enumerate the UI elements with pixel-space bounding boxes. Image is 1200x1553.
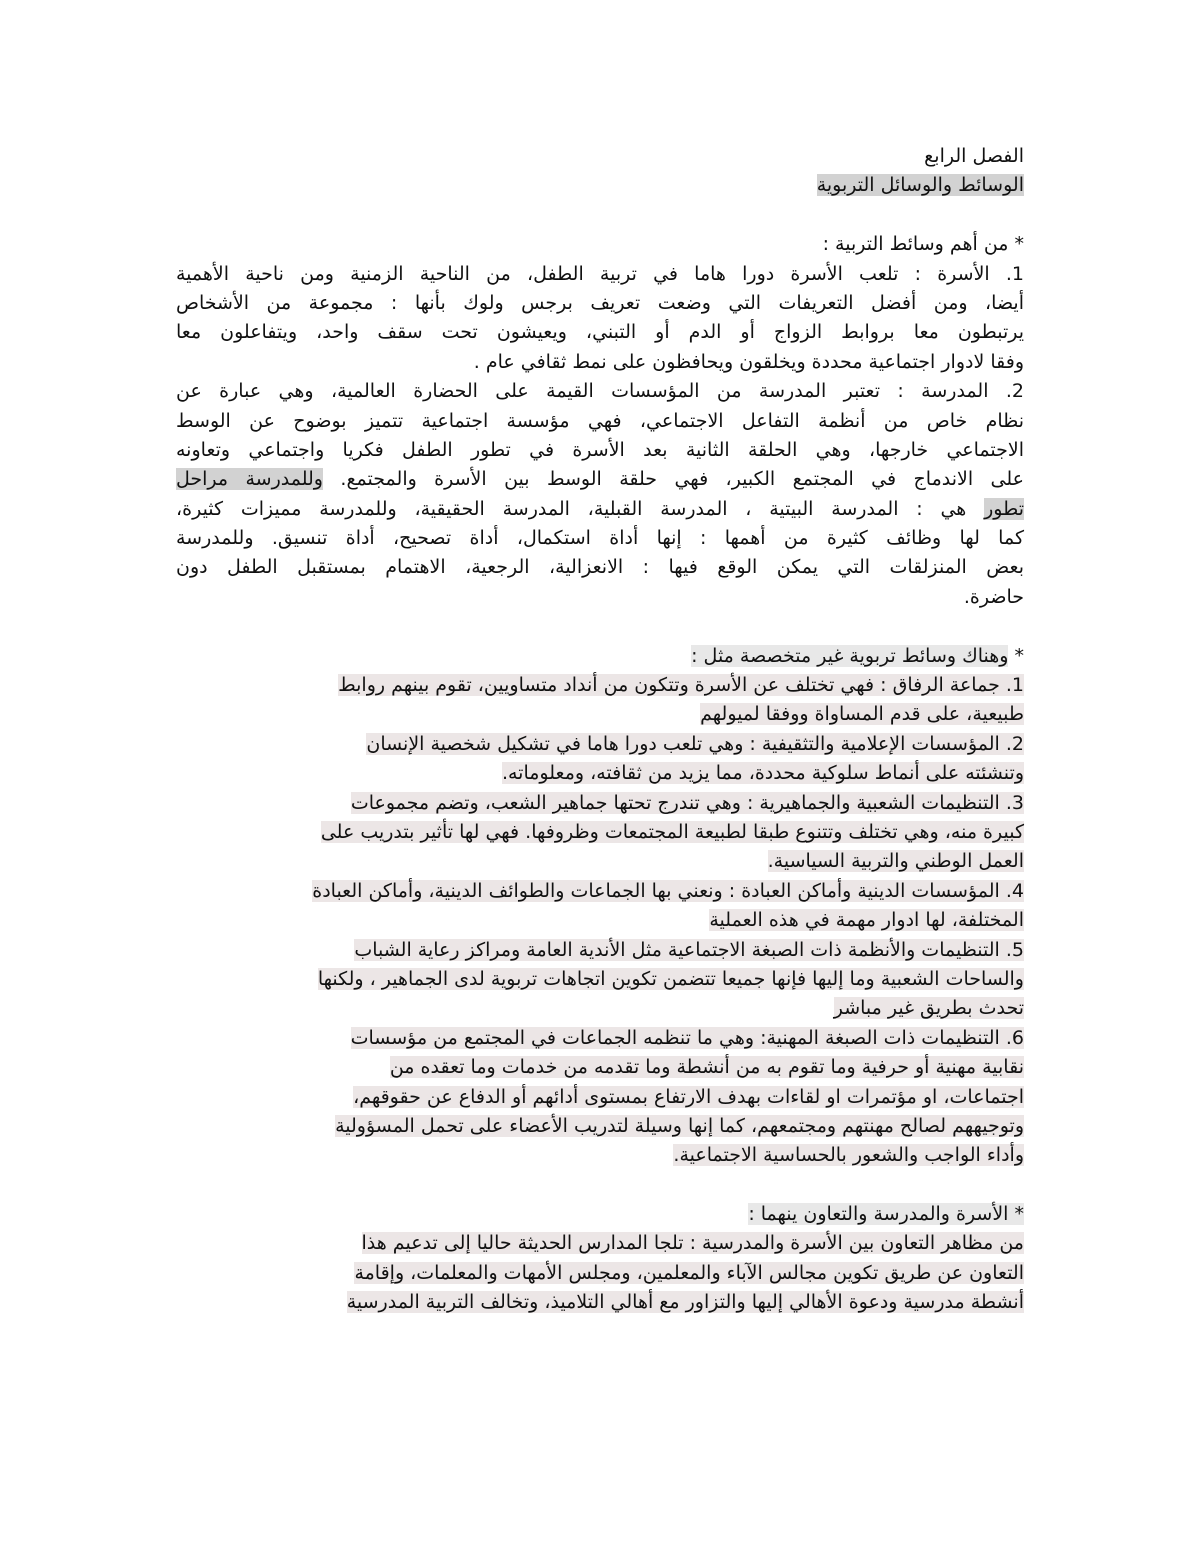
list-item-line: 6. التنظيمات ذات الصبغة المهنية: وهي ما تنظمه الجماعات في المجتمع من مؤسسات (350, 1026, 1024, 1049)
list-item-line: المختلفة، لها ادوار مهمة في هذه العملية (709, 909, 1024, 932)
school-paragraph-line: حاضرة. (963, 585, 1024, 608)
school-stages-highlight: وللمدرسة مراحل (176, 468, 323, 491)
school-paragraph-line: بعض المنزلقات التي يمكن الوقع فيها : الانعزالية، الرجعية، الاهتمام بمستقبل الطفل دون (176, 556, 1024, 579)
school-paragraph-line: الاجتماعي خارجها، وهي الحلقة الثانية بعد الأسرة في تطور الطفل فكريا واجتماعي وتعاونه (176, 438, 1024, 461)
list-item-line: 1. جماعة الرفاق : فهي تختلف عن الأسرة وتتكون من أنداد متساويين، تقوم بينهم روابط (338, 674, 1024, 697)
list-item-line: نقابية مهنية أو حرفية وما تقوم به من أنشطة وما تقدمه من خدمات وما تعقده من (389, 1056, 1024, 1079)
cooperation-paragraph-line: من مظاهر التعاون بين الأسرة والمدرسية : تلجا المدارس الحديثة حاليا إلى تدعيم هذا (361, 1232, 1024, 1255)
list-item-line: كبيرة منه، وهي تختلف وتتنوع طبقا لطبيعة المجتمعات وظروفها. فهي لها تأثير بتدريب على (320, 820, 1024, 843)
chapter-number: الفصل الرابع (924, 145, 1024, 167)
family-paragraph-line: 1. الأسرة : تلعب الأسرة دورا هاما في تربية الطفل، من الناحية الزمنية ومن ناحية الأهمية (176, 262, 1024, 285)
list-item-line: العمل الوطني والتربية السياسية. (767, 850, 1024, 873)
school-paragraph-line: على الاندماج في المجتمع الكبير، فهي حلقة الوسط بين الأسرة والمجتمع. وللمدرسة مراحل (176, 468, 1024, 491)
list-item-line: 3. التنظيمات الشعبية والجماهيرية : وهي تندرج تحتها جماهير الشعب، وتضم مجموعات (350, 791, 1024, 814)
list-item-line: وتوجيههم لصالح مهنتهم ومجتمعهم، كما إنها وسيلة لتدريب الأعضاء على تحمل المسؤولية (335, 1114, 1024, 1137)
list-item-line: وأداء الواجب والشعور بالحساسية الاجتماعية. (673, 1144, 1024, 1167)
family-paragraph-line: وفقا لادوار اجتماعية محددة ويخلقون ويحافظون على نمط ثقافي عام . (473, 350, 1024, 373)
document-body (176, 142, 1024, 1318)
list-item-line: طبيعية، على قدم المساواة ووفقا لميولهم (700, 703, 1024, 726)
section1-heading: * من أهم وسائط التربية : (822, 233, 1024, 256)
school-paragraph-line: كما لها وظائف كثيرة من أهمها : إنها أداة استكمال، أداة تصحيح، أداة تنسيق. وللمدرسة (176, 527, 1024, 550)
blank-line (176, 612, 1024, 641)
school-paragraph-line: 2. المدرسة : تعتبر المدرسة من المؤسسات القيمة على الحضارة العالمية، وهي عبارة عن (176, 380, 1024, 403)
school-stages-highlight: تطور (984, 497, 1024, 520)
section2-heading: * وهناك وسائط تربوية غير متخصصة مثل : (691, 644, 1024, 667)
chapter-title: الوسائط والوسائل التربوية (816, 174, 1024, 197)
list-item-line: 4. المؤسسات الدينية وأماكن العبادة : ونعني بها الجماعات والطوائف الدينية، وأماكن العبادة (312, 879, 1024, 902)
list-item-line: والساحات الشعبية وما إليها فإنها جميعا تتضمن تكوين اتجاهات تربوية لدى الجماهير ، ولكنها (317, 967, 1024, 990)
section3-heading: * الأسرة والمدرسة والتعاون ينهما : (748, 1203, 1024, 1226)
family-paragraph-line: يرتبطون معا بروابط الزواج أو الدم أو التبني، ويعيشون تحت سقف واحد، ويتفاعلون معا (176, 321, 1024, 344)
family-paragraph-line: أيضا، ومن أفضل التعريفات التي وضعت تعريف برجس ولوك بأنها : مجموعة من الأشخاص (176, 291, 1024, 314)
list-item-line: 2. المؤسسات الإعلامية والتثقيفية : وهي تلعب دورا هاما في تشكيل شخصية الإنسان (366, 732, 1024, 755)
school-paragraph-line: نظام خاص من أنظمة التفاعل الاجتماعي، فهي مؤسسة اجتماعية تتميز بوضوح عن الوسط (176, 409, 1024, 432)
list-item-line: اجتماعات، او مؤتمرات او لقاءات بهدف الارتفاع بمستوى أدائهم أو الدفاع عن حقوقهم، (353, 1085, 1024, 1108)
cooperation-paragraph-line: التعاون عن طريق تكوين مجالس الآباء والمعلمين، ومجلس الأمهات والمعلمات، وإقامة (354, 1261, 1024, 1284)
blank-line (176, 1171, 1024, 1200)
list-item-line: 5. التنظيمات والأنظمة ذات الصبغة الاجتماعية مثل الأندية العامة ومراكز رعاية الشباب (354, 938, 1024, 961)
list-item-line: وتنشئته على أنماط سلوكية محددة، مما يزيد من ثقافته، ومعلوماته. (501, 762, 1024, 785)
blank-line (176, 201, 1024, 230)
cooperation-paragraph-line: أنشطة مدرسية ودعوة الأهالي إليها والتزاور مع أهالي التلاميذ، وتخالف التربية المدرسية (346, 1291, 1024, 1314)
school-paragraph-line: تطور هي : المدرسة البيتية ، المدرسة القبلية، المدرسة الحقيقية، وللمدرسة مميزات كثيرة، (176, 497, 1024, 520)
list-item-line: تحدث بطريق غير مباشر (833, 997, 1024, 1020)
